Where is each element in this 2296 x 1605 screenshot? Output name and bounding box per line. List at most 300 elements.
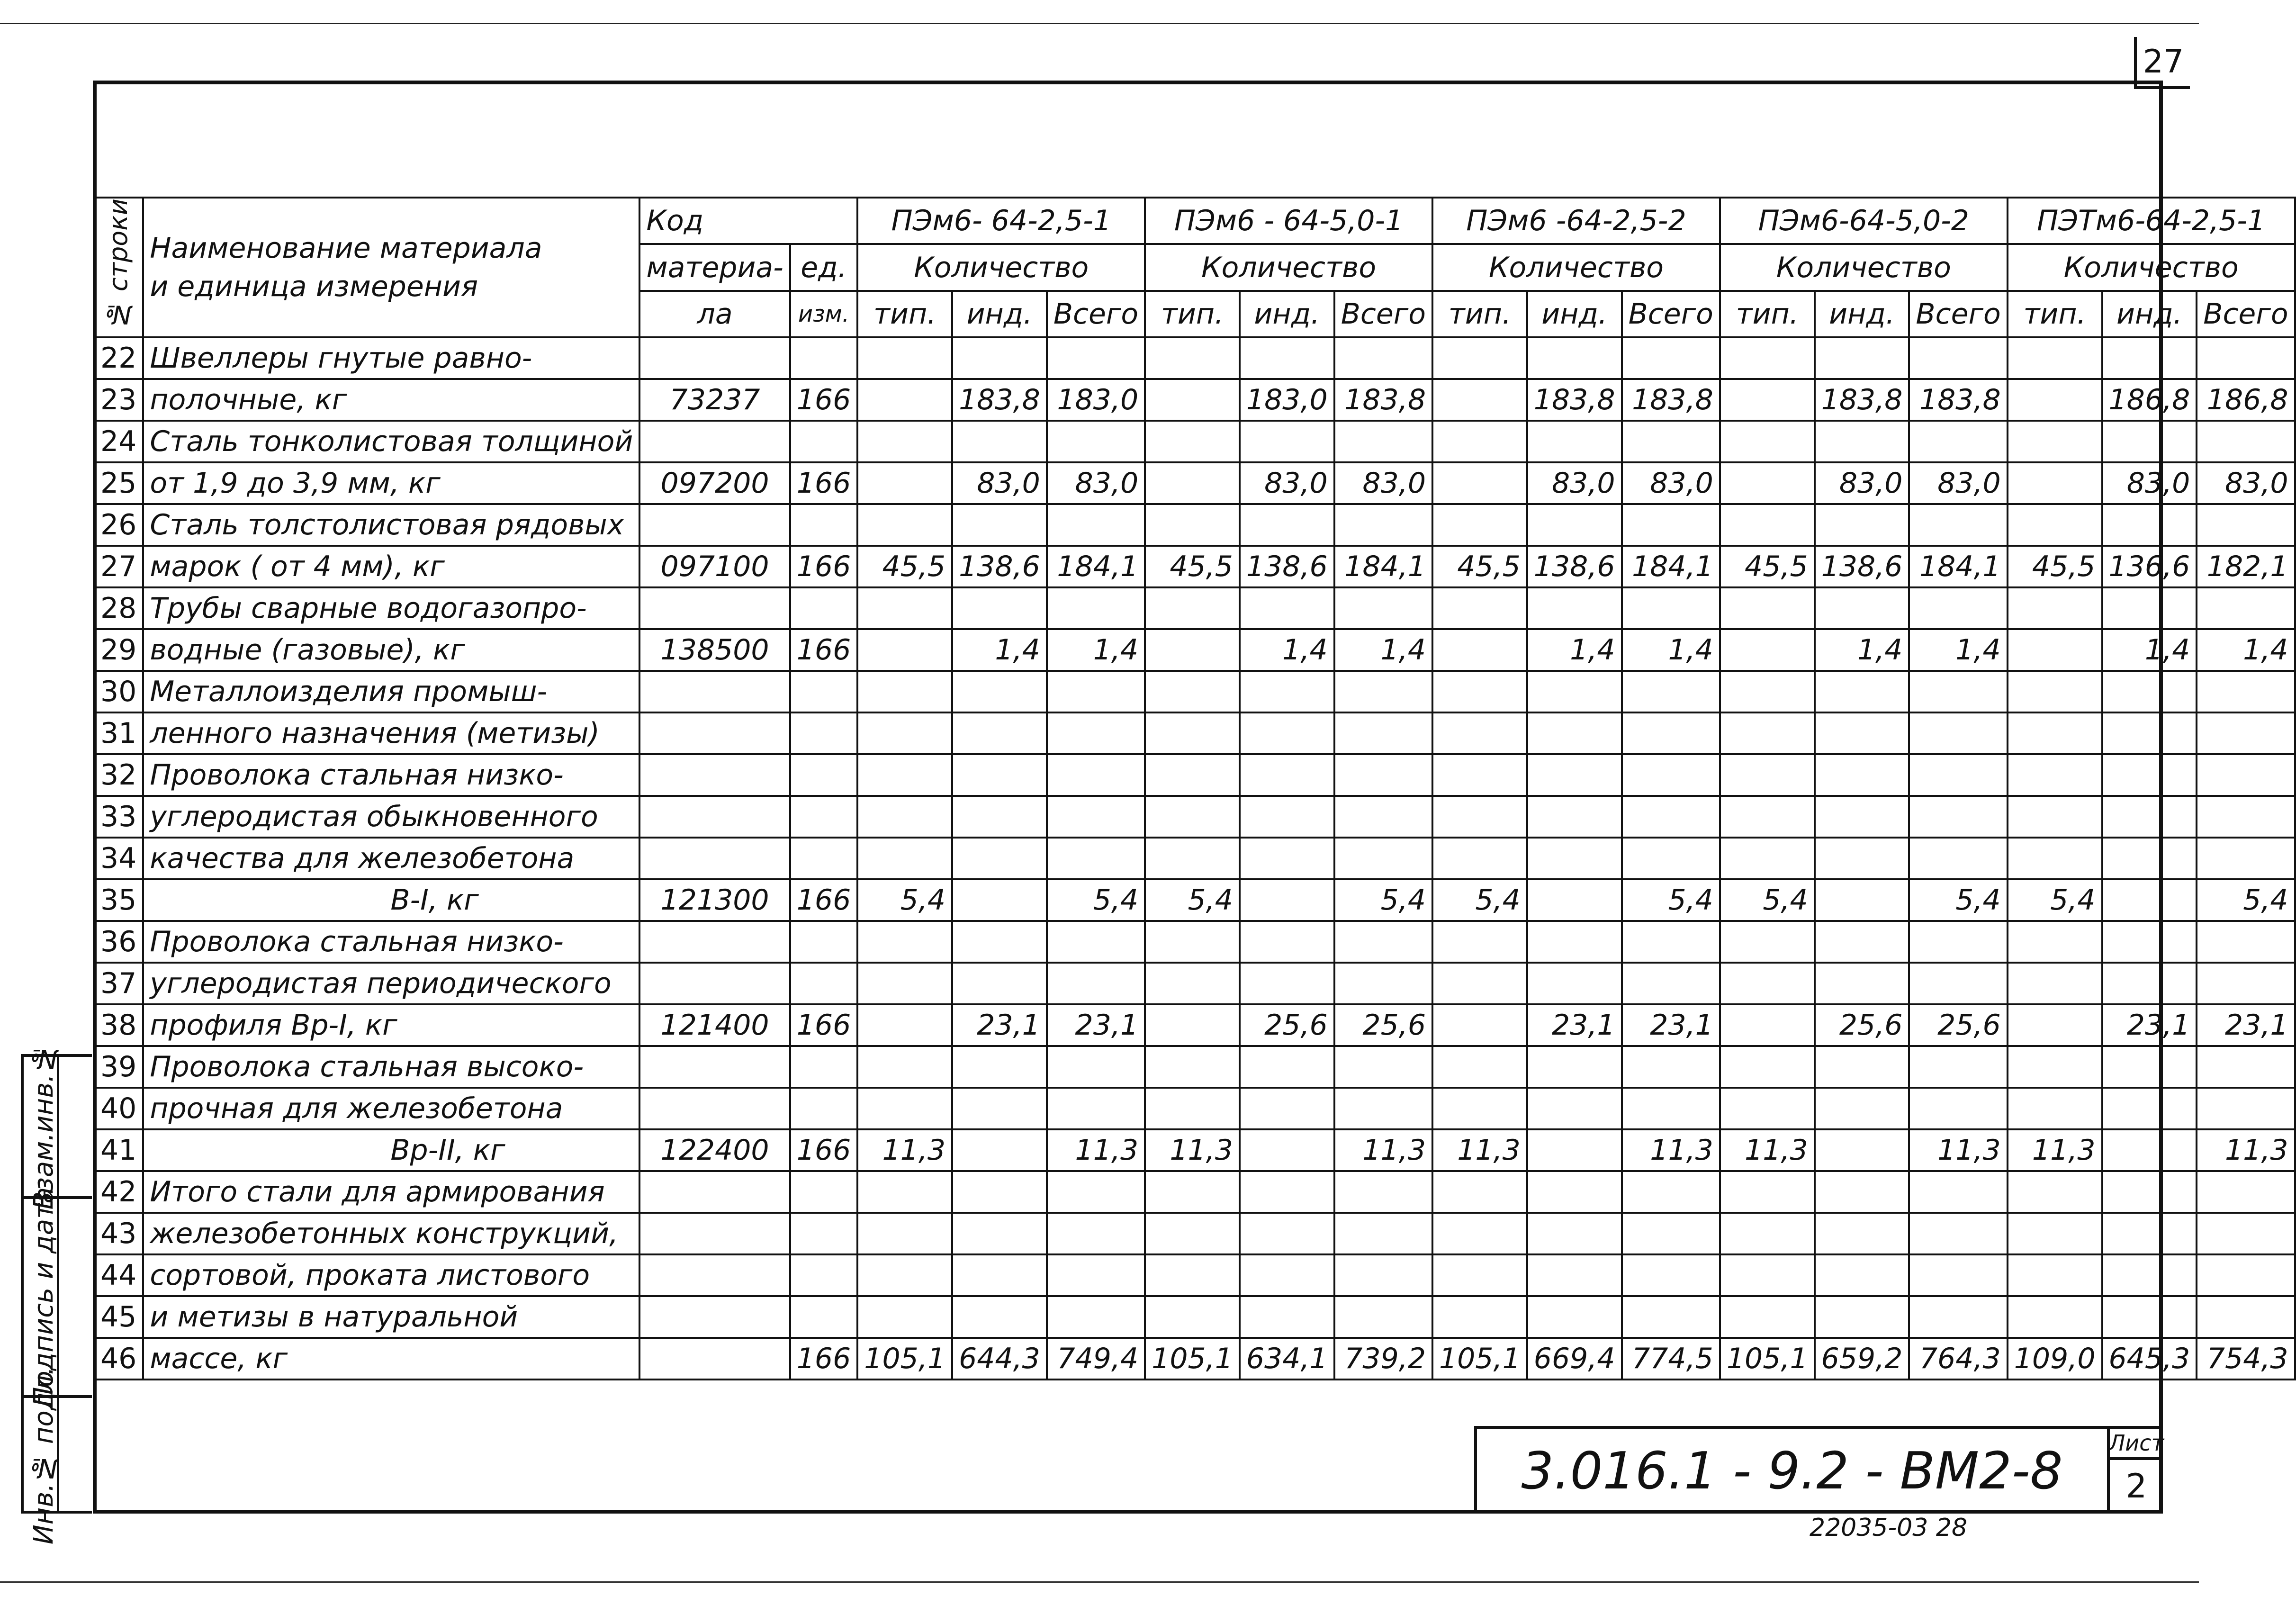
material-name: В-I, кг [143,879,639,921]
quantity-cell [1047,796,1145,838]
quantity-cell [1240,963,1334,1004]
quantity-cell [1909,337,2007,379]
row-number: 39 [94,1046,143,1088]
group-3-total-header: Всего [1622,291,1720,337]
quantity-cell [1432,838,1527,879]
quantity-cell: 45,5 [1432,546,1527,587]
quantity-cell [1432,712,1527,754]
quantity-cell [1909,838,2007,879]
quantity-cell: 25,6 [1240,1004,1334,1046]
quantity-cell [952,712,1047,754]
unit-code: 166 [790,546,858,587]
unit-code: 166 [790,1129,858,1171]
material-code [639,712,790,754]
table-row [94,546,2295,587]
quantity-cell [1720,712,1815,754]
quantity-cell [2102,1296,2197,1338]
code-header: Код [639,198,857,244]
quantity-cell [2197,1088,2295,1129]
quantity-cell [2008,462,2102,504]
quantity-cell: 105,1 [1720,1338,1815,1380]
quantity-cell: 105,1 [857,1338,952,1380]
quantity-cell [1145,629,1240,671]
material-code [639,504,790,546]
quantity-cell: 23,1 [1047,1004,1145,1046]
row-number: 32 [94,754,143,796]
quantity-cell [1145,587,1240,629]
group-3-qty: Количество [1432,244,1720,290]
quantity-cell: 23,1 [952,1004,1047,1046]
quantity-cell [1720,1088,1815,1129]
group-4-total-header: Всего [1909,291,2007,337]
quantity-cell [1720,1046,1815,1088]
quantity-cell [1334,1046,1432,1088]
table-row [94,963,2295,1004]
quantity-cell [1815,838,1909,879]
quantity-cell [1334,671,1432,712]
quantity-cell [1432,337,1527,379]
material-code [639,963,790,1004]
quantity-cell: 183,8 [1909,379,2007,421]
quantity-cell [857,1254,952,1296]
quantity-cell [952,879,1047,921]
quantity-cell [1334,504,1432,546]
row-number: 34 [94,838,143,879]
quantity-cell [952,1129,1047,1171]
row-number: 36 [94,921,143,963]
quantity-cell [1527,1088,1622,1129]
quantity-cell: 1,4 [2102,629,2197,671]
quantity-cell [1815,963,1909,1004]
row-number: 28 [94,587,143,629]
quantity-cell [1720,462,1815,504]
material-name: ленного назначения (метизы) [143,712,639,754]
quantity-cell [1240,879,1334,921]
quantity-cell [1815,921,1909,963]
quantity-cell [1432,1171,1527,1213]
quantity-cell [2197,921,2295,963]
quantity-cell [1240,1088,1334,1129]
material-code [639,671,790,712]
top-cut-line [0,23,2199,24]
quantity-cell [1145,379,1240,421]
quantity-cell [857,379,952,421]
row-number: 33 [94,796,143,838]
row-number: 45 [94,1296,143,1338]
quantity-cell [857,921,952,963]
quantity-cell [1815,671,1909,712]
quantity-cell: 45,5 [2008,546,2102,587]
quantity-cell: 83,0 [1240,462,1334,504]
bottom-cut-line [0,1581,2199,1583]
quantity-cell [2197,1171,2295,1213]
quantity-cell [1527,587,1622,629]
quantity-cell: 83,0 [952,462,1047,504]
quantity-cell: 183,0 [1240,379,1334,421]
quantity-cell [1909,796,2007,838]
quantity-cell [1334,1171,1432,1213]
material-code [639,1338,790,1380]
quantity-cell [1145,504,1240,546]
quantity-cell: 11,3 [1432,1129,1527,1171]
quantity-cell: 11,3 [2008,1129,2102,1171]
quantity-cell: 5,4 [1432,879,1527,921]
quantity-cell [2008,421,2102,462]
material-name: Проволока стальная низко- [143,921,639,963]
quantity-cell [1622,337,1720,379]
quantity-cell: 25,6 [1334,1004,1432,1046]
quantity-cell [2197,337,2295,379]
quantity-cell [1432,1254,1527,1296]
quantity-cell [1527,337,1622,379]
quantity-cell [1909,587,2007,629]
quantity-cell [1047,421,1145,462]
quantity-cell [1909,1296,2007,1338]
material-code [639,1171,790,1213]
material-name: углеродистая обыкновенного [143,796,639,838]
material-name: водные (газовые), кг [143,629,639,671]
material-name: прочная для железобетона [143,1088,639,1129]
quantity-cell [857,1171,952,1213]
quantity-cell [857,1296,952,1338]
quantity-cell: 183,8 [1815,379,1909,421]
quantity-cell [2102,963,2197,1004]
row-number: 44 [94,1254,143,1296]
quantity-cell: 764,3 [1909,1338,2007,1380]
quantity-cell [1527,796,1622,838]
quantity-cell [952,838,1047,879]
quantity-cell [1815,1171,1909,1213]
quantity-cell [1720,1004,1815,1046]
material-name-header: Наименование материала и единица измерения [143,198,639,337]
row-number: 25 [94,462,143,504]
quantity-cell [1527,712,1622,754]
group-2-ind-header: инд. [1240,291,1334,337]
quantity-cell [857,421,952,462]
material-code [639,754,790,796]
quantity-cell [1909,1171,2007,1213]
quantity-cell [2197,754,2295,796]
inv-podl-cell: Инв.№ подл. [28,1367,59,1545]
quantity-cell [2102,1088,2197,1129]
quantity-cell [2102,838,2197,879]
quantity-cell: 11,3 [1047,1129,1145,1171]
quantity-cell [2102,1171,2197,1213]
table-row [94,1213,2295,1254]
quantity-cell: 83,0 [2197,462,2295,504]
quantity-cell: 11,3 [1720,1129,1815,1171]
quantity-cell [1815,1088,1909,1129]
quantity-cell [952,1213,1047,1254]
quantity-cell [1432,963,1527,1004]
quantity-cell: 5,4 [1720,879,1815,921]
quantity-cell: 1,4 [2197,629,2295,671]
group-1-title: ПЭм6- 64-2,5-1 [857,198,1145,244]
quantity-cell: 645,3 [2102,1338,2197,1380]
quantity-cell [1240,337,1334,379]
quantity-cell [1815,1129,1909,1171]
row-number: 23 [94,379,143,421]
quantity-cell [1815,796,1909,838]
row-number: 41 [94,1129,143,1171]
group-3-title: ПЭм6 -64-2,5-2 [1432,198,1720,244]
material-code: 121300 [639,879,790,921]
group-5-ind-header: инд. [2102,291,2197,337]
quantity-cell [1909,1088,2007,1129]
quantity-cell [1622,796,1720,838]
quantity-cell [1622,671,1720,712]
group-5-total-header: Всего [2197,291,2295,337]
quantity-cell [1815,587,1909,629]
quantity-cell [1047,1088,1145,1129]
quantity-cell [1527,1129,1622,1171]
quantity-cell [1145,1004,1240,1046]
quantity-cell: 1,4 [1047,629,1145,671]
material-code [639,796,790,838]
quantity-cell: 83,0 [2102,462,2197,504]
quantity-cell [952,963,1047,1004]
material-name: Швеллеры гнутые равно- [143,337,639,379]
table-row [94,1296,2295,1338]
table-row [94,379,2295,421]
quantity-cell [2008,1088,2102,1129]
quantity-cell [1909,1046,2007,1088]
material-code: 097200 [639,462,790,504]
quantity-cell [1432,504,1527,546]
quantity-cell [1432,1004,1527,1046]
material-name: Вр-II, кг [143,1129,639,1171]
quantity-cell [952,671,1047,712]
quantity-cell [1240,671,1334,712]
archive-number: 22035-03 28 [1810,1514,1968,1542]
quantity-cell [1527,1213,1622,1254]
table-row [94,754,2295,796]
quantity-cell [1527,754,1622,796]
quantity-cell: 1,4 [1622,629,1720,671]
material-code [639,421,790,462]
quantity-cell [1047,1296,1145,1338]
quantity-cell [952,504,1047,546]
group-5-qty: Количество [2008,244,2295,290]
unit-code [790,1088,858,1129]
quantity-cell: 186,8 [2102,379,2197,421]
quantity-cell: 11,3 [1334,1129,1432,1171]
quantity-cell [952,754,1047,796]
quantity-cell [1334,421,1432,462]
quantity-cell [2008,1046,2102,1088]
row-number: 29 [94,629,143,671]
table-row [94,629,2295,671]
quantity-cell [1432,754,1527,796]
quantity-cell [1145,963,1240,1004]
quantity-cell [1622,1213,1720,1254]
material-code [639,921,790,963]
quantity-cell [2197,1254,2295,1296]
quantity-cell [1815,879,1909,921]
quantity-cell [2008,712,2102,754]
unit-code [790,587,858,629]
quantity-cell [1720,587,1815,629]
quantity-cell [952,921,1047,963]
quantity-cell: 83,0 [1909,462,2007,504]
quantity-cell [1145,1213,1240,1254]
quantity-cell [1432,796,1527,838]
group-2-title: ПЭм6 - 64-5,0-1 [1145,198,1432,244]
table-row [94,1046,2295,1088]
group-2-qty: Количество [1145,244,1432,290]
material-code [639,1254,790,1296]
quantity-cell [2008,963,2102,1004]
quantity-cell [1815,504,1909,546]
quantity-cell [1145,754,1240,796]
quantity-cell [1622,712,1720,754]
material-code: 73237 [639,379,790,421]
quantity-cell: 634,1 [1240,1338,1334,1380]
quantity-cell [952,1171,1047,1213]
quantity-cell [2102,712,2197,754]
quantity-cell [952,796,1047,838]
quantity-cell: 1,4 [1909,629,2007,671]
quantity-cell: 109,0 [2008,1338,2102,1380]
quantity-cell [1909,421,2007,462]
quantity-cell [1432,921,1527,963]
material-code [639,1046,790,1088]
quantity-cell [1622,963,1720,1004]
quantity-cell [2008,337,2102,379]
quantity-cell [1047,921,1145,963]
row-number: 42 [94,1171,143,1213]
approval-strip [21,1043,92,1545]
quantity-cell: 1,4 [1527,629,1622,671]
quantity-cell [1240,1213,1334,1254]
quantity-cell [2197,504,2295,546]
quantity-cell [1815,1296,1909,1338]
quantity-cell [857,796,952,838]
quantity-cell [1622,1254,1720,1296]
group-1-qty: Количество [857,244,1145,290]
table-row [94,671,2295,712]
quantity-cell [1815,1213,1909,1254]
table-row [94,587,2295,629]
quantity-cell [1815,1254,1909,1296]
material-name: и метизы в натуральной [143,1296,639,1338]
quantity-cell [1334,796,1432,838]
quantity-cell [1527,1296,1622,1338]
row-number: 37 [94,963,143,1004]
quantity-cell [2008,1004,2102,1046]
group-2-typ-header: тип. [1145,291,1240,337]
quantity-cell [1240,1171,1334,1213]
group-4-title: ПЭм6-64-5,0-2 [1720,198,2008,244]
unit-code [790,671,858,712]
unit-code [790,1213,858,1254]
table-row [94,421,2295,462]
quantity-cell [2102,1046,2197,1088]
quantity-cell: 669,4 [1527,1338,1622,1380]
quantity-cell: 23,1 [2197,1004,2295,1046]
unit-header-2: изм. [790,291,858,337]
quantity-cell [1145,796,1240,838]
quantity-cell [1240,1046,1334,1088]
material-code: 122400 [639,1129,790,1171]
quantity-cell [2008,838,2102,879]
quantity-cell [1720,504,1815,546]
quantity-cell: 45,5 [857,546,952,587]
quantity-cell [1047,838,1145,879]
quantity-cell [1334,1088,1432,1129]
quantity-cell [857,1088,952,1129]
quantity-cell: 659,2 [1815,1338,1909,1380]
quantity-cell: 183,0 [1047,379,1145,421]
quantity-cell: 739,2 [1334,1338,1432,1380]
quantity-cell [1145,671,1240,712]
material-name: углеродистая периодического [143,963,639,1004]
quantity-cell: 5,4 [1047,879,1145,921]
title-block [1474,1426,2163,1514]
material-name: Металлоизделия промыш- [143,671,639,712]
quantity-cell [2102,337,2197,379]
quantity-cell: 11,3 [2197,1129,2295,1171]
quantity-cell: 1,4 [1815,629,1909,671]
quantity-cell [1334,1296,1432,1338]
unit-code [790,1046,858,1088]
quantity-cell [2102,1254,2197,1296]
unit-code [790,796,858,838]
sheet-cell [2107,1429,2163,1514]
quantity-cell [857,587,952,629]
quantity-cell [1334,1254,1432,1296]
quantity-cell [857,462,952,504]
quantity-cell [1432,379,1527,421]
quantity-cell [1720,337,1815,379]
material-name: от 1,9 до 3,9 мм, кг [143,462,639,504]
quantity-cell [1334,1213,1432,1254]
quantity-cell [2008,796,2102,838]
quantity-cell [2008,1213,2102,1254]
quantity-cell: 749,4 [1047,1338,1145,1380]
material-name: Трубы сварные водогазопро- [143,587,639,629]
quantity-cell [1815,712,1909,754]
material-code [639,1088,790,1129]
quantity-cell [857,1213,952,1254]
quantity-cell [2008,629,2102,671]
quantity-cell [2197,1296,2295,1338]
quantity-cell [2102,671,2197,712]
quantity-cell [1527,838,1622,879]
quantity-cell [1240,587,1334,629]
quantity-cell [2102,504,2197,546]
quantity-cell [1047,1046,1145,1088]
quantity-cell [2008,1171,2102,1213]
material-name: Проволока стальная высоко- [143,1046,639,1088]
row-number: 35 [94,879,143,921]
materials-table [93,197,2296,1380]
quantity-cell: 105,1 [1145,1338,1240,1380]
material-name: Итого стали для армирования [143,1171,639,1213]
row-number: 38 [94,1004,143,1046]
material-name: Сталь толстолистовая рядовых [143,504,639,546]
unit-code: 166 [790,1338,858,1380]
row-number: 22 [94,337,143,379]
group-2-total-header: Всего [1334,291,1432,337]
group-3-ind-header: инд. [1527,291,1622,337]
quantity-cell [2197,421,2295,462]
quantity-cell [1622,504,1720,546]
document-number: 3.016.1 - 9.2 - ВМ2-8 [1521,1442,2063,1501]
quantity-cell [1334,754,1432,796]
quantity-cell [1432,1088,1527,1129]
material-name: профиля Вр-I, кг [143,1004,639,1046]
